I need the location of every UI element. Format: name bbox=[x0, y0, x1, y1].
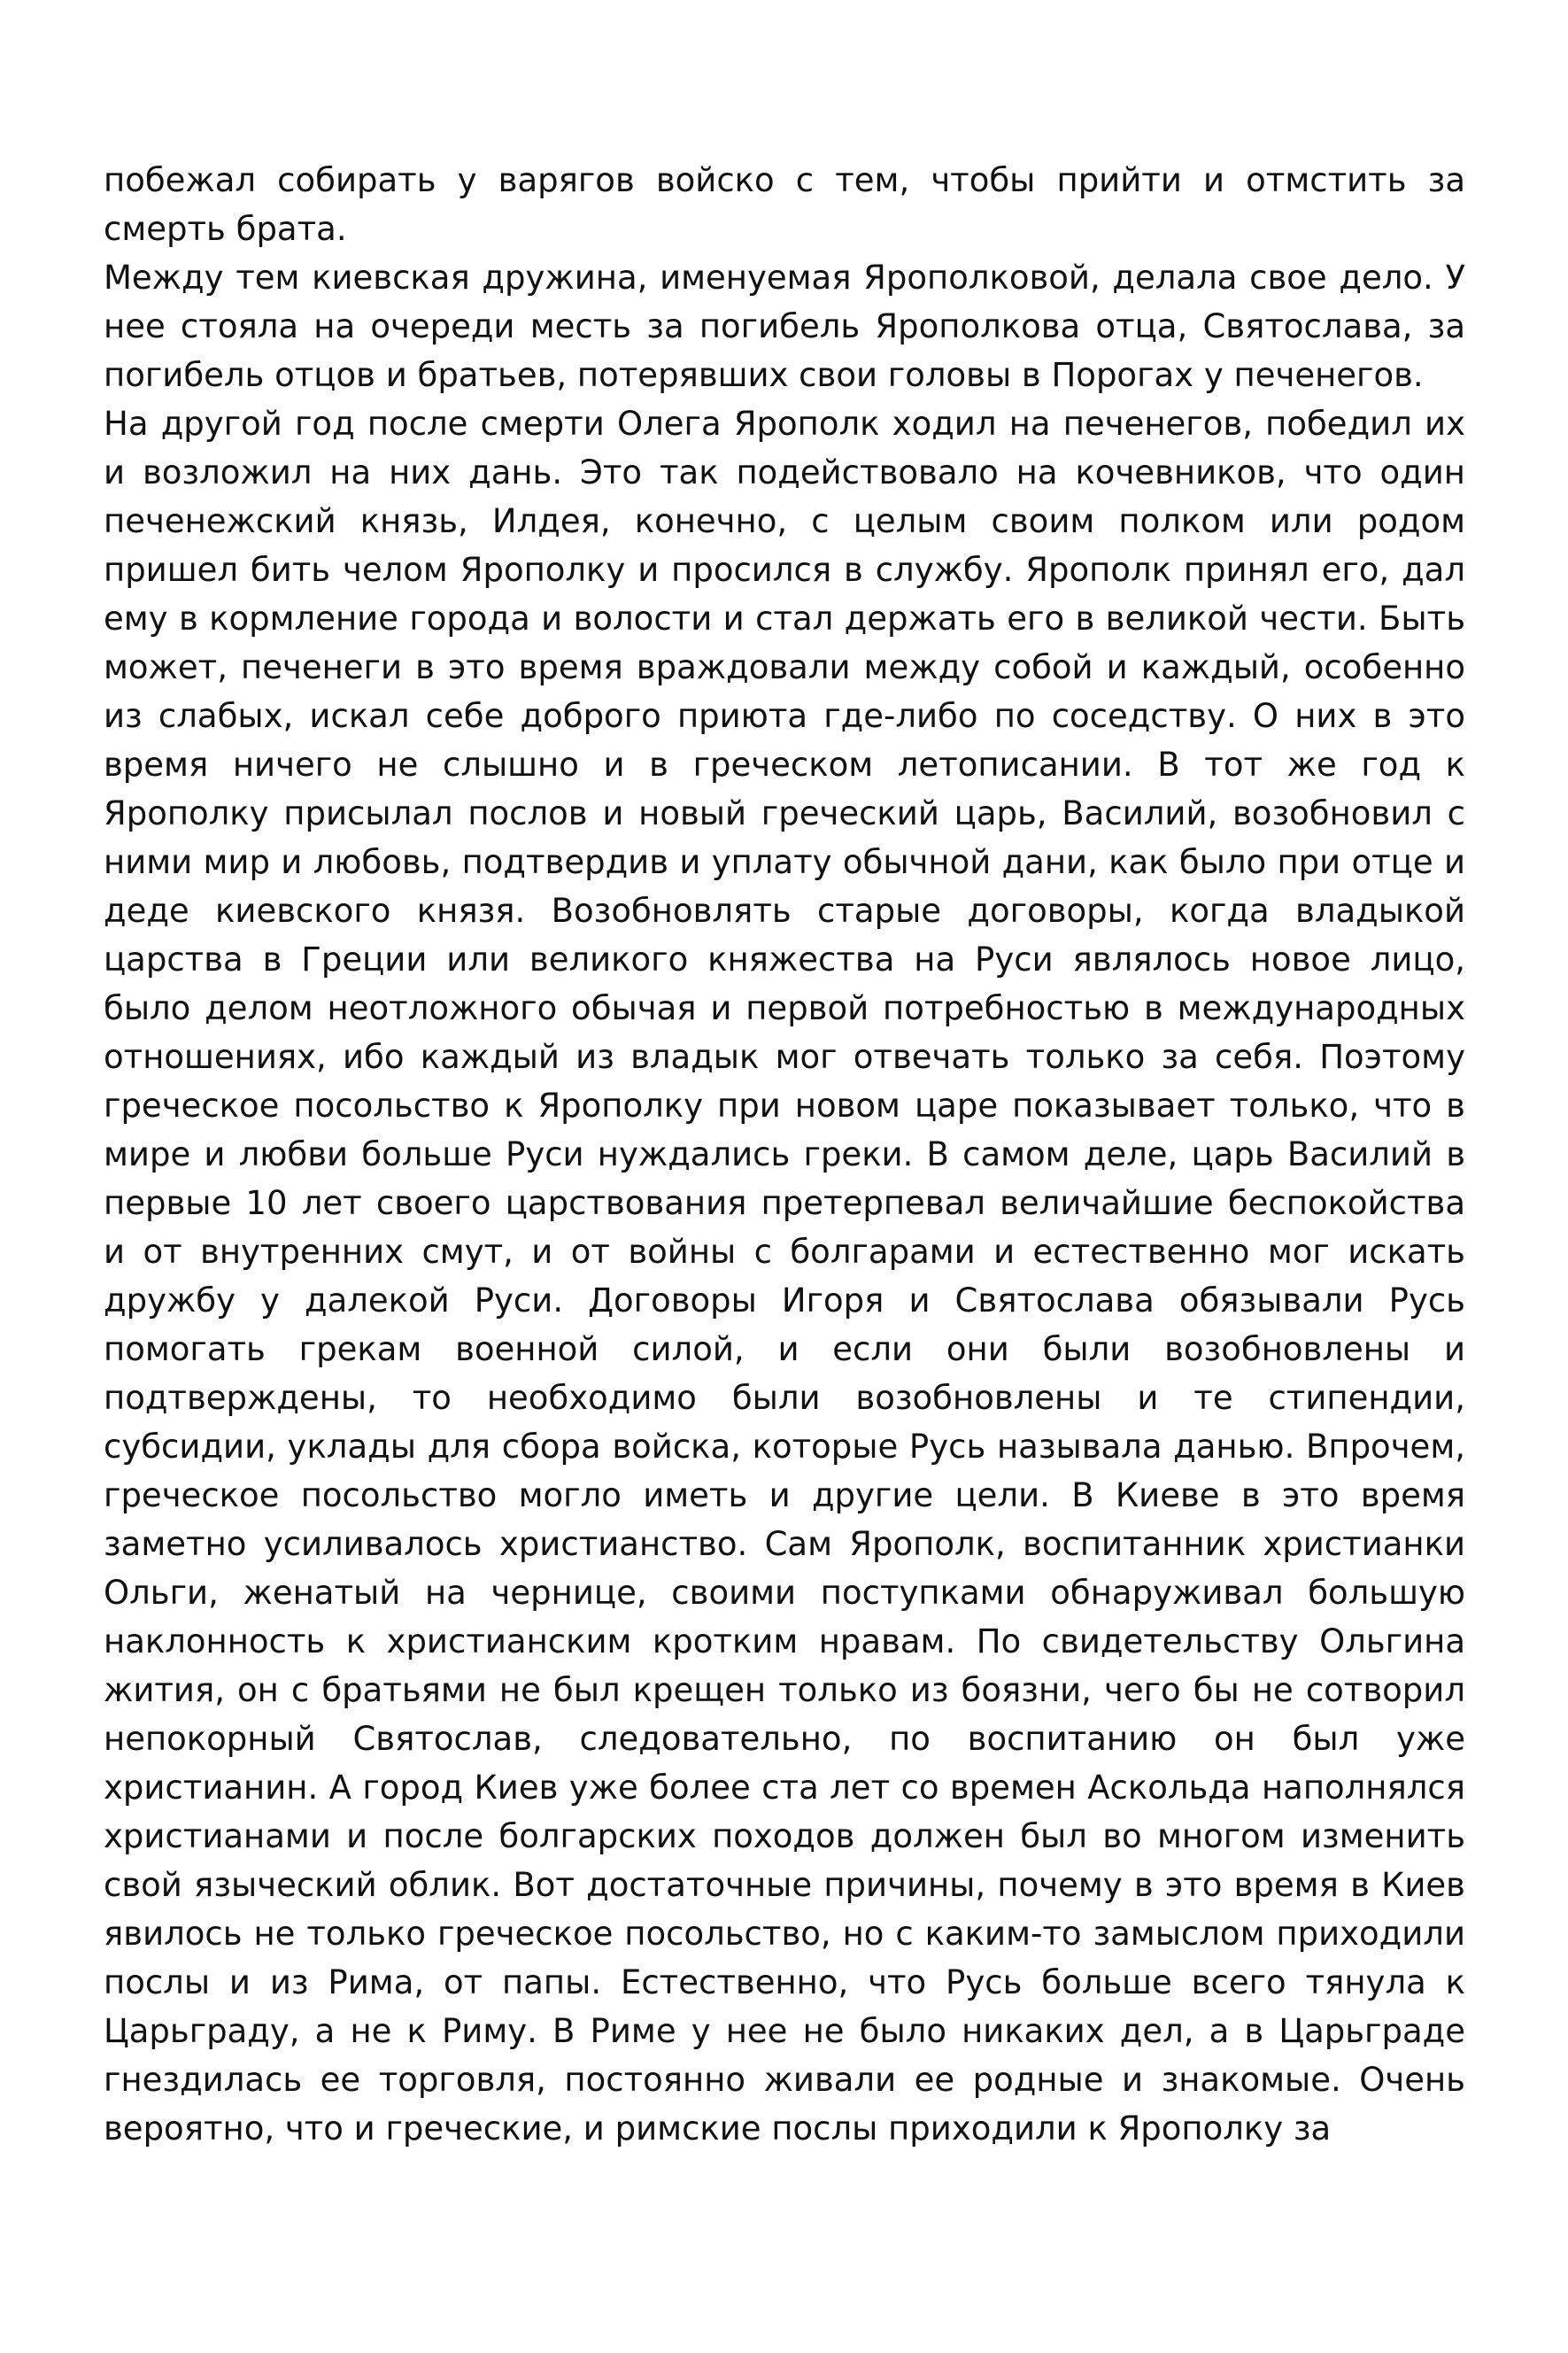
paragraph-2: Между тем киевская дружина, именуемая Ярополковой, делала свое дело. У нее стояла на очереди месть за погибель Ярополкова отца, Святослава, за погибель отцов и братьев, потерявших свои головы в Порогах у печенегов. bbox=[104, 259, 1465, 394]
paragraph-3: На другой год после смерти Олега Ярополк ходил на печенегов, победил их и возложил на них дань. Это так подействовало на кочевников, что один печенежский князь, Илдея, конечно, с целым своим полком или родом пришел бить челом Ярополку и просился в службу. Ярополк принял его, дал ему в кормление города и волости и стал держать его в великой чести. Быть может, печенеги в это время враждовали между собой и каждый, особенно из слабых, искал себе доброго приюта где-либо по соседству. О них в это время ничего не слышно и в греческом летописании. В тот же год к Ярополку присылал послов и новый греческий царь, Василий, возобновил с ними мир и любовь, подтвердив и уплату обычной дани, как было при отце и деде киевского князя. Возобновлять старые договоры, когда владыкой царства в Греции или великого княжества на Руси являлось новое лицо, было делом неотложного обычая и первой потребностью в международных отношениях, ибо каждый из владык мог отвечать только за себя. Поэтому греческое посольство к Ярополку при новом царе показывает только, что в мире и любви больше Руси нуждались греки. В самом деле, царь Василий в первые 10 лет своего царствования претерпевал величайшие беспокойства и от внутренних смут, и от войны с болгарами и естественно мог искать дружбу у далекой Руси. Договоры Игоря и Святослава обязывали Русь помогать грекам военной силой, и если они были возобновлены и подтверждены, то необходимо были возобновлены и те стипендии, субсидии, уклады для сбора войска, которые Русь называла данью. Впрочем, греческое посольство могло иметь и другие цели. В Киеве в это время заметно усиливалось христианство. Сам Ярополк, воспитанник христианки Ольги, женатый на чернице, своими поступками обнаруживал большую наклонность к христианским кротким нравам. По свидетельству Ольгина жития, он с братьями не был крещен только из боязни, чего бы не сотворил непокорный Святослав, следовательно, по воспитанию он был уже христианин. А город Киев уже более ста лет со времен Аскольда наполнялся христианами и после болгарских походов должен был во многом изменить свой языческий облик. Вот достаточные причины, почему в это время в Киев явилось не только греческое посольство, но с каким-то замыслом приходили послы и из Рима, от папы. Естественно, что Русь больше всего тянула к Царьграду, а не к Риму. В Риме у нее не было никаких дел, а в Царьграде гнездилась ее торговля, постоянно живали ее родные и знакомые. Очень вероятно, что и греческие, и римские послы приходили к Ярополку за bbox=[104, 405, 1465, 2148]
paragraph-1: побежал собирать у варягов войско с тем, чтобы прийти и отмстить за смерть брата. bbox=[104, 161, 1465, 248]
body-text bbox=[104, 156, 1465, 2153]
